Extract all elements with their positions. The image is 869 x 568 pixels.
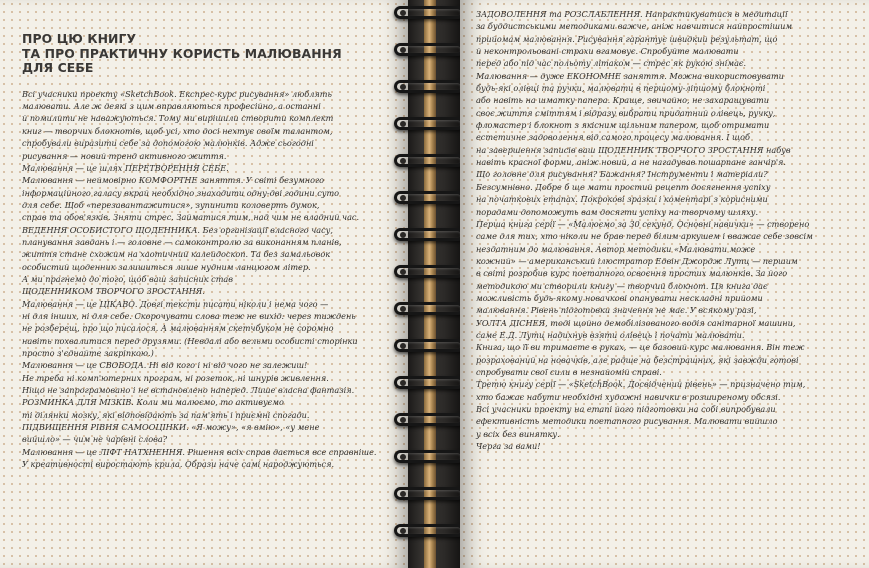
punch-hole (400, 417, 406, 423)
heading-line-2: ТА ПРО ПРАКТИЧНУ КОРИСТЬ МАЛЮВАННЯ (22, 45, 342, 61)
left-page (0, 0, 408, 568)
punch-hole (400, 121, 406, 127)
punch-hole (400, 491, 406, 497)
punch-hole (400, 454, 406, 460)
paragraph-brain-warmup: РОЗМИНКА ДЛЯ МІЗКІВ. Коли ми малюємо, то активуємо ті ділянки мозку, які відповідають за пам'ять і приємні спогади. (22, 397, 310, 420)
paragraph-inspiration: Малювання — це ЛІФТ НАТХНЕННЯ. Рішення всіх справ дається все справніше. У креативності виростають крила. Образи наче самі народжуються. (22, 446, 377, 470)
paragraph-this-book: Книга, що її ви тримаєте в руках, — це базовий курс малювання. Він теж розрахований на новачків, але радше на безстрашних, які завжди готові спробувати свої сили в незнайомій справі. (476, 342, 805, 377)
punch-hole (400, 380, 406, 386)
punch-hole (400, 343, 406, 349)
punch-hole (400, 84, 406, 90)
punch-hole (400, 10, 406, 16)
paragraph-economy: Малювання — дуже ЕКОНОМНЕ заняття. Можна використовувати будь-які олівці та ручки, малювати в першому-ліпшому блокноті або навіть на шматку папера. Краще, звичайно, не захаращувати своє життя сміттям і відразу вибрати придатний олівець, ручку, фломастер і блокнот з якісним щільним папером, щоб отримати естетичне задоволення від самого процесу малювання. І щоб на завершення записів ваш ЩОДЕННИК ТВОРЧОГО ЗРОСТАННЯ набув навіть красної форми, аніж новий, а не нагадував пошарпане ганчір'я. (476, 70, 791, 168)
paragraph-first-book: Перша книга серії — «Малюємо за 30 секунд. Основні навички» — створено саме для тих, хто ніколи не брав перед білим аркушем і вважає себе зовсім нездатним до малювання. Автор методики «Малювати може кожний» — американський ілюстратор Едвін Джордж Лутц — першим в світі розробив курс поетапного освоєння простих малюнків. За його методикою ми створили книгу — творчий блокнот. Ця книга дає можливість будь-якому новачкові опанувати нескладні прийоми малювання. Рівень підготовки значення не має. У всякому разі, УОЛТА ДІСНЕЯ, тоді щойно демобілізованого водія санітарної машини, саме Е.Д. Лутц надихнув взяти олівець і почати малювати. (476, 218, 813, 340)
heading-line-1: ПРО ЦЮ КНИГУ (22, 31, 137, 46)
paragraph-self-esteem: ПІДВИЩЕННЯ РІВНЯ САМООЦІНКИ. «Я можу», «я вмію», «у мене вийшло» — чим не чарівні слова? (22, 422, 320, 445)
paragraph-relaxation: ЗАДОВОЛЕННЯ та РОЗСЛАБЛЕННЯ. Напрактикуватися в медитації за буддистськими методиками важче, аніж навчитися найпростішим прийомам малювання. Рисування гарантує швидкий результат, що й неконтрольовані страхи вгамовує. Спробуйте малювати перед або під час польоту літаком — стрес як рукою знімає. (476, 9, 793, 69)
paragraph-diary: ВЕДЕННЯ ОСОБИСТОГО ЩОДЕННИКА. Без організації власного часу, планування завдань і — головне — самоконтролю за виконанням планів, життя стане схожим на хаотичний калейдоскоп. Та без замальовок особистий щоденник залишиться лише нудним ланцюгом літер. А ми прагнемо до того, щоб ваш записник став ЩОДЕННИКОМ ТВОРЧОГО ЗРОСТАННЯ. (22, 224, 342, 297)
punch-hole (400, 528, 406, 534)
paragraph-what-matters: Що головне для рисування? Бажання? Інструменти і матеріали? Безсумнівно. Добре б ще мати простий рецепт досягнення успіху на початкових етапах. Покрокові зразки і коментарі з корисними порадами допоможуть вам досягти успіху на творчому шляху. (476, 169, 771, 217)
paragraph-comfort: Малювання — неймовірно КОМФОРТНЕ заняття. У світі безумного інформаційного галасу вкрай необхідно знаходити одну-дві години суто для себе. Щоб «перезавантажитися», зупинити коловерть думок, справ та обов'язків. Зняти стрес. Займатися тим, над чим не владний час. (22, 175, 360, 223)
punch-hole (400, 195, 406, 201)
paragraph-participants: Всі учасники проекту на етапі його підготовки на собі випробували ефективність методики поетапного рисування. Малювати вийшло у всіх без винятку. (476, 404, 778, 439)
paragraph-interesting: Малювання — це ЦІКАВО. Довгі тексти писати ніколи і нема чого — ні для інших, ні для себе. Скорочувати слова теж не вихід: через тиждень не розберещ, про що писалося. А малюванням скетчбуком не соромно навіть похвалитися перед друзями. (Невдалі або вельми особисті сторінки просто з'єднайте закріпкою.) (22, 298, 358, 358)
paragraph-intro: Всі учасники проекту «SketchBook. Експрес-курс рисування» люблять малювати. Але ж деякі з цим вправляються професійно, а останні й помилити не наважуються. Тому ми вирішили створити комплект книг — творчих блокнотів, щоб усі, хто досі нехтує своїм талантом, спробували виразити себе за допомогою малюнків. Адже сьогодні рисування — новий тренд активного життя. (22, 88, 334, 161)
punch-hole (400, 158, 406, 164)
paragraph-third-book: Третю книгу серії — «SketchBook. Досвідчений рівень» — призначено тим, хто бажає набути необхідні художні навички в розширеному обсязі. (476, 379, 806, 402)
paragraph-your-turn: Черга за вами! (476, 441, 541, 452)
punch-hole (400, 47, 406, 53)
paragraph-transformation: Малювання — це шлях ПЕРЕТВОРЕННЯ СЕБЕ. (22, 162, 229, 173)
heading-line-3: ДЛЯ СЕБЕ (22, 60, 94, 76)
punch-hole (400, 269, 406, 275)
paragraph-freedom: Малювання — це СВОБОДА. Ні від кого і ні від чого не залежиш! Не треба ні комп'ютерних програм, ні розеток, ні шнурів живлення. Ніщо не запрограмовано і не встановлено наперед. Лише власна фантазія. (22, 360, 355, 396)
right-page (460, 0, 869, 568)
page-heading (22, 32, 392, 76)
punch-hole (400, 232, 406, 238)
punch-hole (400, 306, 406, 312)
